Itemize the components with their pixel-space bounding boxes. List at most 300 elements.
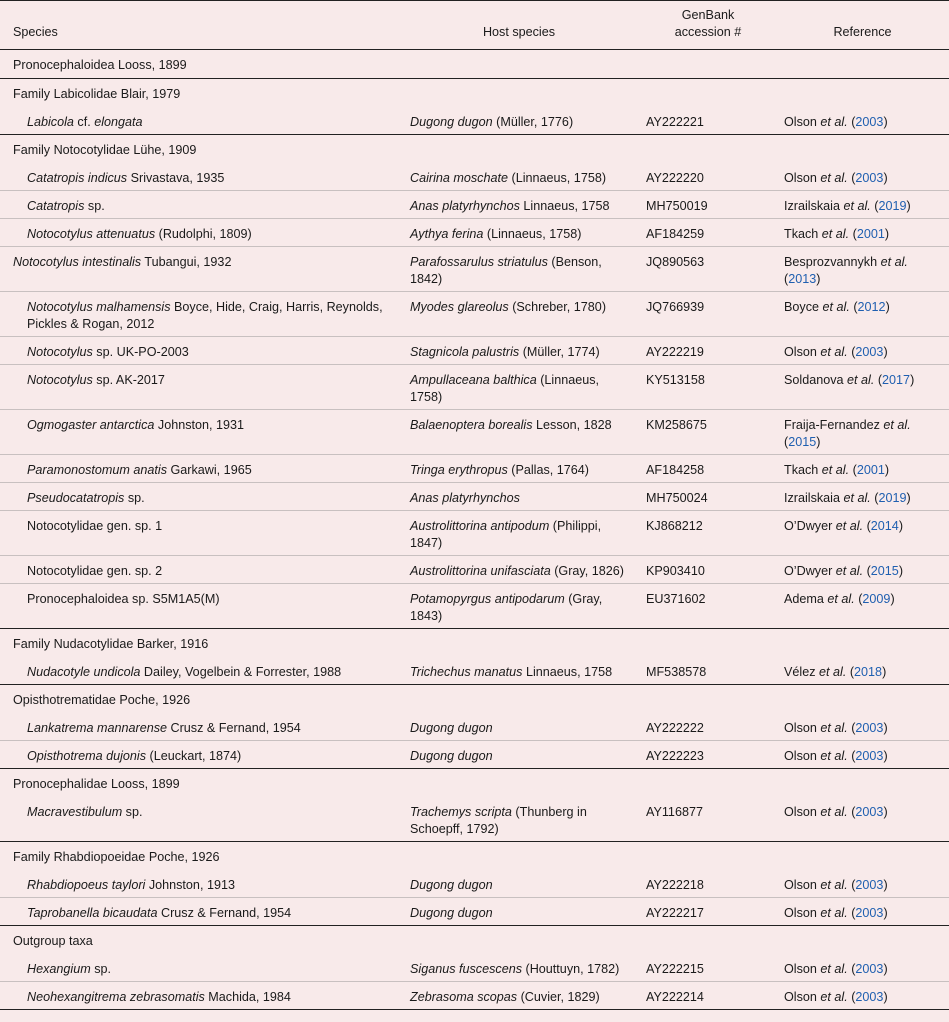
reference-cell <box>776 713 949 741</box>
accession-cell: KJ868212 <box>640 511 776 556</box>
reference-open-paren: ( <box>847 345 856 359</box>
reference-open-paren: ( <box>847 805 856 819</box>
reference-etal: et al. <box>820 345 848 359</box>
reference-close-paren: ) <box>883 990 888 1004</box>
reference-open-paren: ( <box>863 519 871 533</box>
accession-cell: AY222215 <box>646 962 704 976</box>
species-authority: Tubangui, 1932 <box>141 255 232 269</box>
species-authority: sp. <box>124 491 145 505</box>
reference-open-paren: ( <box>870 491 879 505</box>
host-name-italic: Aythya ferina <box>410 227 484 241</box>
reference-open-paren: ( <box>847 990 856 1004</box>
reference-close-paren: ) <box>883 962 888 976</box>
reference-etal: et al. <box>843 491 871 505</box>
species-authority: cf. <box>73 115 95 129</box>
host-name-italic: Balaenoptera borealis <box>410 418 533 432</box>
species-authority: Garkawi, 1965 <box>167 463 252 477</box>
reference-year-link[interactable]: 2003 <box>855 171 884 185</box>
reference-etal: et al. <box>820 878 848 892</box>
accession-cell: JQ890563 <box>640 247 776 292</box>
species-authority: Pronocephaloidea sp. S5M1A5(M) <box>27 592 220 606</box>
species-authority: Dailey, Vogelbein & Forrester, 1988 <box>140 665 342 679</box>
host-name-italic: Myodes glareolus <box>410 300 509 314</box>
species-cell <box>0 556 398 584</box>
accession-cell: AY222223 <box>640 741 776 769</box>
reference-close-paren: ) <box>816 272 821 286</box>
host-authority: (Houttuyn, 1782) <box>522 962 620 976</box>
host-name-italic: Tringa erythropus <box>410 463 508 477</box>
reference-open-paren: ( <box>849 300 858 314</box>
reference-etal: et al. <box>820 805 848 819</box>
species-name-italic-2: elongata <box>94 115 143 129</box>
reference-etal: et al. <box>822 300 850 314</box>
reference-etal: et al. <box>880 255 908 269</box>
reference-cell <box>776 191 949 219</box>
host-authority: (Benson, 1842) <box>410 255 602 286</box>
reference-etal: et al. <box>847 373 875 387</box>
table-row <box>0 954 949 982</box>
host-cell <box>398 247 640 292</box>
host-cell <box>398 584 640 629</box>
reference-cell <box>776 657 949 685</box>
reference-open-paren: ( <box>784 435 789 449</box>
host-cell <box>398 365 640 410</box>
host-cell <box>398 511 640 556</box>
species-cell <box>0 337 398 365</box>
species-cell <box>0 898 398 926</box>
table-row <box>0 455 949 483</box>
host-name-italic: Stagnicola palustris <box>410 345 520 359</box>
host-cell <box>398 410 640 455</box>
species-authority: (Rudolphi, 1809) <box>155 227 252 241</box>
reference-open-paren: ( <box>847 749 856 763</box>
species-name-italic: Catatropis <box>27 199 85 213</box>
group-label: Family Nudacotylidae Barker, 1916 <box>0 629 949 658</box>
reference-close-paren: ) <box>885 300 890 314</box>
group-row <box>0 842 949 871</box>
table-row <box>0 410 949 455</box>
species-name-italic: Macravestibulum <box>27 805 123 819</box>
species-name-italic: Opisthotrema dujonis <box>27 749 147 763</box>
reference-close-paren: ) <box>906 199 911 213</box>
species-name-italic: Notocotylus <box>27 345 93 359</box>
reference-cell <box>776 982 949 1010</box>
accession-cell: KM258675 <box>640 410 776 455</box>
species-authority: sp. UK-PO-2003 <box>92 345 189 359</box>
reference-year-link[interactable]: 2003 <box>855 345 884 359</box>
reference-close-paren: ) <box>906 491 911 505</box>
reference-author: Vélez <box>784 665 820 679</box>
reference-year-link[interactable]: 2017 <box>882 373 911 387</box>
species-cell <box>0 292 398 337</box>
host-cell <box>398 898 640 926</box>
reference-year-link[interactable]: 2003 <box>855 721 884 735</box>
host-name-italic: Dugong dugon <box>410 115 493 129</box>
reference-open-paren: ( <box>847 115 856 129</box>
species-cell <box>0 982 398 1010</box>
reference-year-link[interactable]: 2019 <box>878 491 907 505</box>
reference-open-paren: ( <box>849 227 857 241</box>
table-row <box>0 556 949 584</box>
reference-cell <box>776 584 949 629</box>
table-row <box>0 657 949 685</box>
reference-etal: et al. <box>843 199 871 213</box>
species-authority: sp. <box>122 805 143 819</box>
host-authority: (Gray, 1843) <box>410 592 603 623</box>
accession-cell: KY513158 <box>640 365 776 410</box>
accession-cell: AY222214 <box>640 982 776 1010</box>
species-authority: Boyce, Hide, Craig, Harris, Reynolds, Pickles & Rogan, 2012 <box>27 300 383 331</box>
species-cell <box>0 107 398 135</box>
reference-close-paren: ) <box>884 463 890 477</box>
host-authority: (Linnaeus, 1758) <box>410 373 600 404</box>
reference-open-paren: ( <box>847 906 856 920</box>
accession-cell: MH750024 <box>640 483 776 511</box>
reference-etal: et al. <box>819 665 847 679</box>
species-name-italic: Neohexangitrema zebrasomatis <box>27 990 205 1004</box>
col-header-reference: Reference <box>833 25 892 39</box>
reference-close-paren: ) <box>910 373 915 387</box>
table-row <box>0 713 949 741</box>
reference-author: Tkach <box>784 463 822 477</box>
species-name-italic: Paramonostomum anatis <box>27 463 167 477</box>
reference-cell <box>776 483 949 511</box>
reference-author: Adema <box>784 592 828 606</box>
host-cell <box>398 954 640 982</box>
host-name-italic: Trachemys scripta <box>410 805 512 819</box>
species-authority: (Leuckart, 1874) <box>146 749 242 763</box>
reference-year-link[interactable]: 2012 <box>857 300 886 314</box>
reference-cell <box>776 247 949 292</box>
reference-year-link[interactable]: 2003 <box>855 906 884 920</box>
reference-cell <box>776 511 949 556</box>
reference-year-link[interactable]: 2001 <box>856 463 885 477</box>
reference-year-link[interactable]: 2003 <box>855 962 884 976</box>
species-cell <box>0 219 398 247</box>
species-name-italic: Taprobanella bicaudata <box>27 906 158 920</box>
reference-cell <box>776 797 949 842</box>
species-name-italic: Rhabdiopoeus taylori <box>27 878 146 892</box>
reference-open-paren: ( <box>784 272 789 286</box>
reference-year-link[interactable]: 2015 <box>870 564 899 578</box>
reference-etal: et al. <box>821 227 850 241</box>
host-name-italic: Ampullaceana balthica <box>410 373 537 387</box>
group-label: Pronocephalidae Looss, 1899 <box>0 769 949 798</box>
reference-close-paren: ) <box>883 906 888 920</box>
reference-author: Fraija-Fernandez <box>784 418 884 432</box>
species-name-italic: Nudacotyle undicola <box>27 665 141 679</box>
reference-open-paren: ( <box>847 721 856 735</box>
host-cell <box>398 741 640 769</box>
host-cell <box>398 982 640 1010</box>
reference-open-paren: ( <box>847 171 856 185</box>
group-label: Family Rhabdiopoeidae Poche, 1926 <box>0 842 949 871</box>
reference-etal: et al. <box>820 906 848 920</box>
species-cell <box>0 163 398 191</box>
host-cell <box>398 556 640 584</box>
reference-open-paren: ( <box>874 373 883 387</box>
reference-open-paren: ( <box>854 592 863 606</box>
host-name-italic: Dugong dugon <box>410 906 493 920</box>
accession-cell: AF184259 <box>640 219 776 247</box>
group-label: Pronocephaloidea Looss, 1899 <box>13 58 187 72</box>
table-row <box>0 219 949 247</box>
col-header-genbank <box>640 1 776 50</box>
reference-cell <box>776 954 949 982</box>
reference-etal: et al. <box>883 418 911 432</box>
reference-close-paren: ) <box>883 115 888 129</box>
host-cell <box>398 483 640 511</box>
host-name-italic: Cairina moschate <box>410 171 508 185</box>
reference-author: Izrailskaia <box>784 199 844 213</box>
accession-cell: KP903410 <box>640 556 776 584</box>
species-authority: Notocotylidae gen. sp. 1 <box>27 519 163 533</box>
group-label: Family Notocotylidae Lühe, 1909 <box>0 135 949 164</box>
reference-close-paren: ) <box>883 749 888 763</box>
reference-year-link[interactable]: 2018 <box>854 665 883 679</box>
col-header-genbank-line2: accession # <box>674 25 742 39</box>
reference-close-paren: ) <box>883 721 888 735</box>
reference-close-paren: ) <box>898 519 904 533</box>
host-cell <box>398 870 640 898</box>
reference-year-link[interactable]: 2009 <box>862 592 891 606</box>
host-cell <box>398 191 640 219</box>
species-cell <box>0 741 398 769</box>
species-cell <box>0 870 398 898</box>
reference-year-link[interactable]: 2013 <box>788 272 817 286</box>
group-label: Outgroup taxa <box>0 926 949 955</box>
reference-etal: et al. <box>820 990 848 1004</box>
species-cell <box>0 191 398 219</box>
species-cell <box>0 954 398 982</box>
reference-author: Olson <box>784 749 821 763</box>
species-cell <box>0 797 398 842</box>
reference-close-paren: ) <box>883 345 888 359</box>
table-row <box>0 898 949 926</box>
reference-author: Besprozvannykh <box>784 255 881 269</box>
host-name-italic: Zebrasoma scopas <box>410 990 518 1004</box>
species-authority: Machida, 1984 <box>204 990 291 1004</box>
reference-year-link[interactable]: 2003 <box>855 990 884 1004</box>
reference-year-link[interactable]: 2003 <box>855 878 884 892</box>
group-row <box>0 926 949 955</box>
reference-etal: et al. <box>827 592 855 606</box>
group-row <box>0 135 949 164</box>
accession-cell: AY222222 <box>646 721 704 735</box>
reference-etal: et al. <box>821 463 850 477</box>
species-name-italic: Catatropis indicus <box>27 171 128 185</box>
host-cell <box>398 107 640 135</box>
table-row <box>0 163 949 191</box>
table-row <box>0 107 949 135</box>
reference-close-paren: ) <box>898 564 904 578</box>
reference-author: O’Dwyer <box>784 564 836 578</box>
host-authority: (Pallas, 1764) <box>507 463 589 477</box>
species-cell <box>0 511 398 556</box>
host-authority: Linnaeus, 1758 <box>522 665 613 679</box>
host-authority: (Thunberg in Schoepff, 1792) <box>410 805 587 836</box>
species-authority: Johnston, 1913 <box>145 878 235 892</box>
group-row <box>0 79 949 108</box>
reference-open-paren: ( <box>847 878 856 892</box>
species-authority: Crusz & Fernand, 1954 <box>167 721 301 735</box>
reference-year-link[interactable]: 2014 <box>870 519 899 533</box>
host-cell <box>398 163 640 191</box>
reference-author: Izrailskaia <box>784 491 844 505</box>
species-cell <box>0 483 398 511</box>
reference-close-paren: ) <box>883 805 888 819</box>
species-cell <box>0 657 398 685</box>
host-authority: (Cuvier, 1829) <box>517 990 600 1004</box>
species-name-italic: Notocotylus malhamensis <box>27 300 171 314</box>
reference-author: Soldanova <box>784 373 848 387</box>
reference-author: Olson <box>784 990 821 1004</box>
species-authority: sp. <box>84 199 105 213</box>
host-authority: (Linnaeus, 1758) <box>483 227 582 241</box>
species-name-italic: Lankatrema mannarense <box>27 721 168 735</box>
reference-year-link[interactable]: 2003 <box>855 805 884 819</box>
species-cell <box>0 584 398 629</box>
host-name-italic: Dugong dugon <box>410 878 493 892</box>
species-cell <box>0 455 398 483</box>
species-authority: Johnston, 1931 <box>154 418 245 432</box>
reference-close-paren: ) <box>816 435 821 449</box>
species-cell <box>0 247 398 292</box>
host-authority: (Philippi, 1847) <box>410 519 602 550</box>
reference-etal: et al. <box>820 721 848 735</box>
reference-etal: et al. <box>820 962 848 976</box>
species-cell <box>0 713 398 741</box>
table-header <box>0 1 949 50</box>
species-name-italic: Hexangium <box>27 962 91 976</box>
table-row <box>0 584 949 629</box>
table-row <box>0 870 949 898</box>
reference-author: O’Dwyer <box>784 519 836 533</box>
accession-cell: AY222220 <box>646 171 704 185</box>
col-header-species: Species <box>13 25 58 39</box>
reference-year-link[interactable]: 2015 <box>788 435 817 449</box>
host-authority: (Schreber, 1780) <box>508 300 607 314</box>
reference-cell <box>776 107 949 135</box>
host-name-italic: Austrolittorina antipodum <box>410 519 550 533</box>
reference-cell <box>776 898 949 926</box>
accession-cell: AY222219 <box>640 337 776 365</box>
reference-close-paren: ) <box>883 878 888 892</box>
reference-cell <box>776 337 949 365</box>
reference-etal: et al. <box>820 749 848 763</box>
host-cell <box>398 292 640 337</box>
col-header-genbank-line1: GenBank <box>681 8 735 22</box>
reference-etal: et al. <box>820 171 848 185</box>
reference-year-link[interactable]: 2003 <box>855 749 884 763</box>
species-name-italic: Ogmogaster antarctica <box>27 418 155 432</box>
accession-cell: MH750019 <box>640 191 776 219</box>
reference-year-link[interactable]: 2019 <box>878 199 907 213</box>
reference-cell <box>776 163 949 191</box>
species-authority: sp. AK-2017 <box>92 373 165 387</box>
reference-cell <box>776 365 949 410</box>
table-row <box>0 337 949 365</box>
species-name-italic: Pseudocatatropis <box>27 491 125 505</box>
reference-author: Olson <box>784 878 821 892</box>
reference-cell <box>776 292 949 337</box>
reference-year-link[interactable]: 2003 <box>855 115 884 129</box>
reference-open-paren: ( <box>846 665 855 679</box>
reference-close-paren: ) <box>884 227 890 241</box>
reference-open-paren: ( <box>847 962 856 976</box>
reference-cell <box>776 410 949 455</box>
table-row <box>0 797 949 842</box>
host-name-italic: Trichechus manatus <box>410 665 523 679</box>
accession-cell: AY222218 <box>646 878 704 892</box>
host-name-italic: Potamopyrgus antipodarum <box>410 592 565 606</box>
reference-author: Olson <box>784 171 821 185</box>
host-authority: (Gray, 1826) <box>550 564 624 578</box>
table-row <box>0 191 949 219</box>
group-row <box>0 769 949 798</box>
reference-cell <box>776 741 949 769</box>
reference-author: Olson <box>784 345 821 359</box>
host-authority: Linnaeus, 1758 <box>519 199 610 213</box>
accession-cell: AF184258 <box>640 455 776 483</box>
species-cell <box>0 410 398 455</box>
accession-cell: AY222217 <box>640 898 776 926</box>
group-label: Opisthotrematidae Poche, 1926 <box>0 685 949 714</box>
species-name-italic: Notocotylus attenuatus <box>27 227 156 241</box>
table-row <box>0 511 949 556</box>
group-label: Family Labicolidae Blair, 1979 <box>0 79 949 108</box>
accession-cell: AY222221 <box>646 115 704 129</box>
host-name-italic: Siganus fuscescens <box>410 962 523 976</box>
species-cell <box>0 365 398 410</box>
reference-author: Olson <box>784 962 821 976</box>
reference-year-link[interactable]: 2001 <box>856 227 885 241</box>
reference-close-paren: ) <box>890 592 895 606</box>
reference-author: Olson <box>784 805 821 819</box>
reference-author: Olson <box>784 906 821 920</box>
species-authority: sp. <box>90 962 112 976</box>
host-cell <box>398 219 640 247</box>
host-cell <box>398 797 640 842</box>
species-authority: Crusz & Fernand, 1954 <box>157 906 292 920</box>
species-authority: Srivastava, 1935 <box>127 171 225 185</box>
table-row <box>0 741 949 769</box>
host-cell <box>398 337 640 365</box>
reference-open-paren: ( <box>863 564 871 578</box>
species-name-italic: Labicola <box>27 115 74 129</box>
reference-author: Boyce <box>784 300 823 314</box>
host-name-italic: Anas platyrhynchos <box>410 491 520 505</box>
table-row <box>0 365 949 410</box>
species-authority: Notocotylidae gen. sp. 2 <box>27 564 163 578</box>
reference-author: Tkach <box>784 227 822 241</box>
reference-etal: et al. <box>835 519 864 533</box>
table-row <box>0 483 949 511</box>
host-authority: Lesson, 1828 <box>532 418 612 432</box>
reference-open-paren: ( <box>849 463 857 477</box>
reference-cell <box>776 455 949 483</box>
host-name-italic: Dugong dugon <box>410 749 493 763</box>
accession-cell: JQ766939 <box>640 292 776 337</box>
host-cell <box>398 713 640 741</box>
species-name-italic: Notocotylus intestinalis <box>13 255 142 269</box>
species-name-italic: Notocotylus <box>27 373 93 387</box>
host-authority: (Müller, 1776) <box>492 115 574 129</box>
group-row <box>0 50 949 79</box>
host-name-italic: Anas platyrhynchos <box>410 199 520 213</box>
table-row <box>0 292 949 337</box>
reference-author: Olson <box>784 721 821 735</box>
